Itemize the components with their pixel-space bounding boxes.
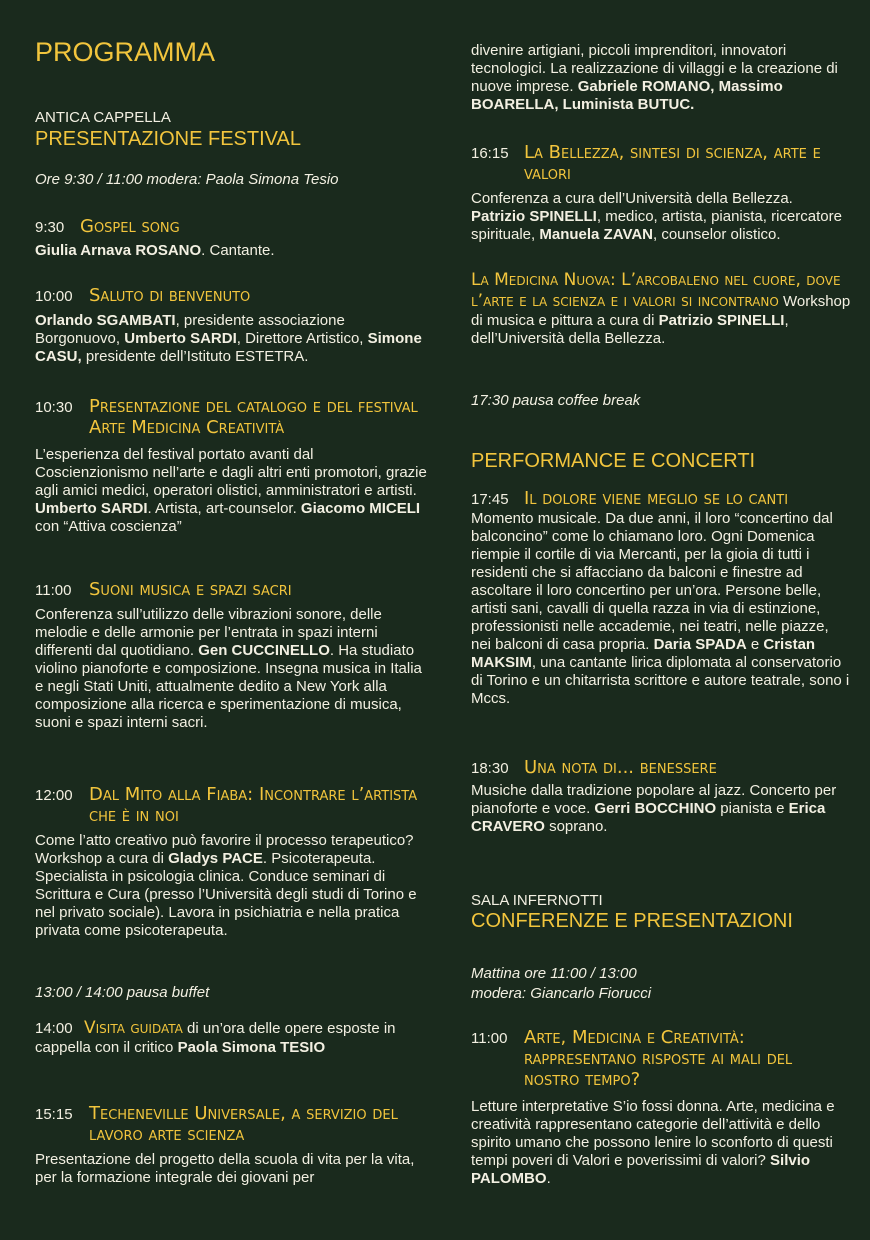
moderator-prefix: modera:: [471, 985, 531, 1002]
moderator-line: [35, 170, 430, 190]
event-techeneville: [35, 1103, 430, 1187]
moderator-line-2: [471, 984, 851, 1004]
performance-heading: PERFORMANCE E CONCERTI: [471, 450, 756, 472]
person-name: Giacomo MICELI: [300, 500, 421, 517]
pause-buffet: 13:00 / 14:00 pausa buffet: [35, 984, 210, 1001]
body-text: L’esperienza del festival portato avanti dal Coscienzionismo nell’arte e dagli altri enti promotori, grazie agli amici medici, operatori olistici, amministratori e artisti.: [35, 446, 427, 499]
body-text: con “Attiva coscienza”: [35, 518, 182, 535]
body-text: Conferenza sull’utilizzo delle vibrazioni sonore, delle melodie e delle armonie per l’entrata in spazi interni differenti dal quotidiano.: [35, 606, 382, 659]
body-text: Presentazione del progetto della scuola di vita per la vita, per la formazione integrale dei giovani per: [35, 1151, 415, 1186]
person-name: Gabriele ROMANO, Massimo BOARELLA, Luminista BUTUC.: [471, 78, 783, 113]
person-name: Erica CRAVERO: [471, 800, 826, 835]
moderator-name: Paola Simona Tesio: [205, 171, 339, 188]
body-text: Musiche dalla tradizione popolare al jazz. Concerto per pianoforte e voce.: [471, 782, 837, 817]
body-text: Come l’atto creativo può favorire il processo terapeutico? Workshop a cura di: [35, 832, 414, 867]
event-bellezza: [471, 142, 851, 244]
body-text: , una cantante lirica diplomata al conservatorio di Torino e un chitarrista scrittore e autore teatrale, sono i Mccs.: [471, 654, 850, 707]
body-text: presidente dell’Istituto ESTETRA.: [81, 348, 309, 365]
morning-line: [471, 964, 851, 1004]
event-title: Visita guidata: [84, 1018, 183, 1038]
person-name: Umberto SARDI: [124, 330, 237, 347]
body-text: soprano.: [544, 818, 608, 835]
person-name: Orlando SGAMBATI: [35, 312, 176, 329]
event-title: Suoni musica e spazi sacri: [89, 579, 292, 600]
event-title: Techeneville Universale, a servizio del lavoro arte scienza: [89, 1103, 398, 1145]
event-time: 18:30: [471, 760, 509, 777]
event-time: 15:15: [35, 1106, 73, 1123]
body-text: , presidente associazione Borgonuovo,: [35, 312, 345, 347]
person-name: Giulia Arnava ROSANO: [35, 242, 202, 259]
moderator-name: Giancarlo Fiorucci: [530, 985, 652, 1002]
event-time: 11:00: [471, 1030, 508, 1047]
event-suoni: [35, 579, 430, 732]
venue-label: ANTICA CAPPELLA: [35, 109, 171, 126]
event-title: Gospel song: [80, 216, 180, 237]
event-body: [35, 606, 430, 732]
event-title: Dal Mito alla Fiaba: Incontrare l’artista che è in noi: [89, 784, 418, 826]
morning-time: Mattina ore 11:00 / 13:00: [471, 965, 637, 982]
person-name: Patrizio SPINELLI: [658, 312, 785, 329]
page-heading: PROGRAMMA: [35, 37, 216, 67]
continuation-text: [471, 42, 851, 114]
event-title: Saluto di benvenuto: [89, 285, 251, 306]
person-name: Gen CUCCINELLO: [198, 642, 330, 659]
event-visita: [35, 1018, 430, 1057]
event-title: La Bellezza, sintesi di scienza, arte e valori: [524, 142, 821, 184]
event-body: [471, 782, 851, 836]
body-text: . Psicoterapeuta. Specialista in psicologia clinica. Conduce seminari di Scrittura e Cura (presso l’Università degli studi di Torino e nel privato sociale). Lavora in psichiatria e nella pratica privata come psicoterapeuta.: [35, 850, 417, 939]
person-name: Daria SPADA: [653, 636, 747, 653]
venue-title: PRESENTAZIONE FESTIVAL: [35, 128, 301, 150]
event-title: Una nota di... benessere: [524, 757, 717, 778]
moderator-prefix: Ore 9:30 / 11:00 modera:: [35, 171, 206, 188]
body-text: .: [546, 1170, 551, 1187]
event-title: La Medicina Nuova: L’arcobaleno nel cuore, dove l’arte e la scienza e i valori si incontrano: [471, 270, 841, 311]
event-time: 12:00: [35, 787, 73, 804]
event-medicina: [471, 270, 851, 348]
event-time: 17:45: [471, 491, 509, 508]
pause-coffee: 17:30 pausa coffee break: [471, 392, 641, 409]
event-gospel: [35, 216, 430, 260]
venue-label-2: SALA INFERNOTTI: [471, 892, 603, 909]
event-catalogo: [35, 396, 430, 536]
body-text: e: [746, 636, 764, 653]
body-text: Letture interpretative S’io fossi donna. Arte, medicina e creatività rappresentano categorie dell’attività e dello spirito umano che possono lenire lo sconforto di questi tempi poveri di Valori e poverissimi di valori?: [471, 1098, 835, 1169]
event-body: [35, 832, 430, 940]
person-name: Patrizio SPINELLI: [471, 208, 597, 225]
event-body: [471, 510, 851, 708]
event-body: [35, 312, 430, 366]
body-text: , medico, artista, pianista, ricercatore spirituale,: [471, 208, 842, 243]
person-name: Umberto SARDI: [35, 500, 148, 517]
event-dolore: [471, 488, 851, 708]
venue-title-2: CONFERENZE E PRESENTAZIONI: [471, 910, 793, 932]
event-title: Il dolore viene meglio se lo canti: [524, 488, 789, 509]
event-time: 9:30: [35, 219, 65, 236]
event-arte: [471, 1027, 851, 1188]
person-name: Paola Simona TESIO: [177, 1039, 326, 1056]
event-title: Presentazione del catalogo e del festival Arte Medicina Creatività: [89, 396, 418, 438]
event-body: [471, 190, 851, 244]
event-time: 10:30: [35, 399, 73, 416]
body-text: . Ha studiato violino pianoforte e composizione. Insegna musica in Italia e negli Stati Uniti, attualmente dedito a New York alla composizione alla ricerca e sperimentazione di musica, suoni e spazi interni sacri.: [35, 642, 422, 731]
body-text: di un’ora delle opere esposte in cappella con il critico: [35, 1020, 396, 1056]
event-time: 16:15: [471, 145, 509, 162]
body-text: , dell’Università della Bellezza.: [471, 312, 789, 347]
person-name: Cristan MAKSIM: [471, 636, 816, 671]
body-text: . Cantante.: [201, 242, 275, 259]
event-saluto: [35, 285, 430, 366]
body-text: , Direttore Artistico,: [236, 330, 368, 347]
body-text: pianista e: [716, 800, 789, 817]
body-text: Workshop di musica e pittura a cura di: [471, 293, 851, 329]
event-nota: [471, 757, 851, 836]
person-name: Silvio PALOMBO: [471, 1152, 811, 1187]
event-time: 11:00: [35, 582, 72, 599]
body-text: divenire artigiani, piccoli imprenditori, innovatori tecnologici. La realizzazione di villaggi e la creazione di nuove imprese.: [471, 42, 838, 95]
person-name: Manuela ZAVAN: [539, 226, 653, 243]
person-name: Simone CASU,: [35, 330, 422, 365]
event-mito: [35, 784, 430, 940]
event-body: [35, 1151, 430, 1187]
event-title: Arte, Medicina e Creatività: rappresentano risposte ai mali del nostro tempo?: [524, 1027, 793, 1090]
event-body: [35, 242, 430, 260]
body-text: , counselor olistico.: [653, 226, 781, 243]
event-body: [35, 446, 430, 536]
person-name: Gladys PACE: [168, 850, 263, 867]
person-name: Gerri BOCCHINO: [594, 800, 717, 817]
body-text: Momento musicale. Da due anni, il loro “concertino dal balconcino” come lo chiamano loro. Ogni Domenica riempie il cortile di via Mercanti, per la gioia di tutti i residenti che si affacciano da balconi e finestre ad ascoltare il loro concertino per un’ora. Persone belle, artisti sani, cavalli di quella razza in via di estinzione, professionisti nelle accademie, nei teatri, nelle piazze, nei balconi di casa propria.: [471, 510, 833, 653]
body-text: Conferenza a cura dell’Università della Bellezza.: [471, 190, 793, 207]
event-time: 10:00: [35, 288, 73, 305]
event-body: [471, 1098, 851, 1188]
body-text: . Artista, art-counselor.: [147, 500, 301, 517]
event-time: 14:00: [35, 1020, 73, 1037]
